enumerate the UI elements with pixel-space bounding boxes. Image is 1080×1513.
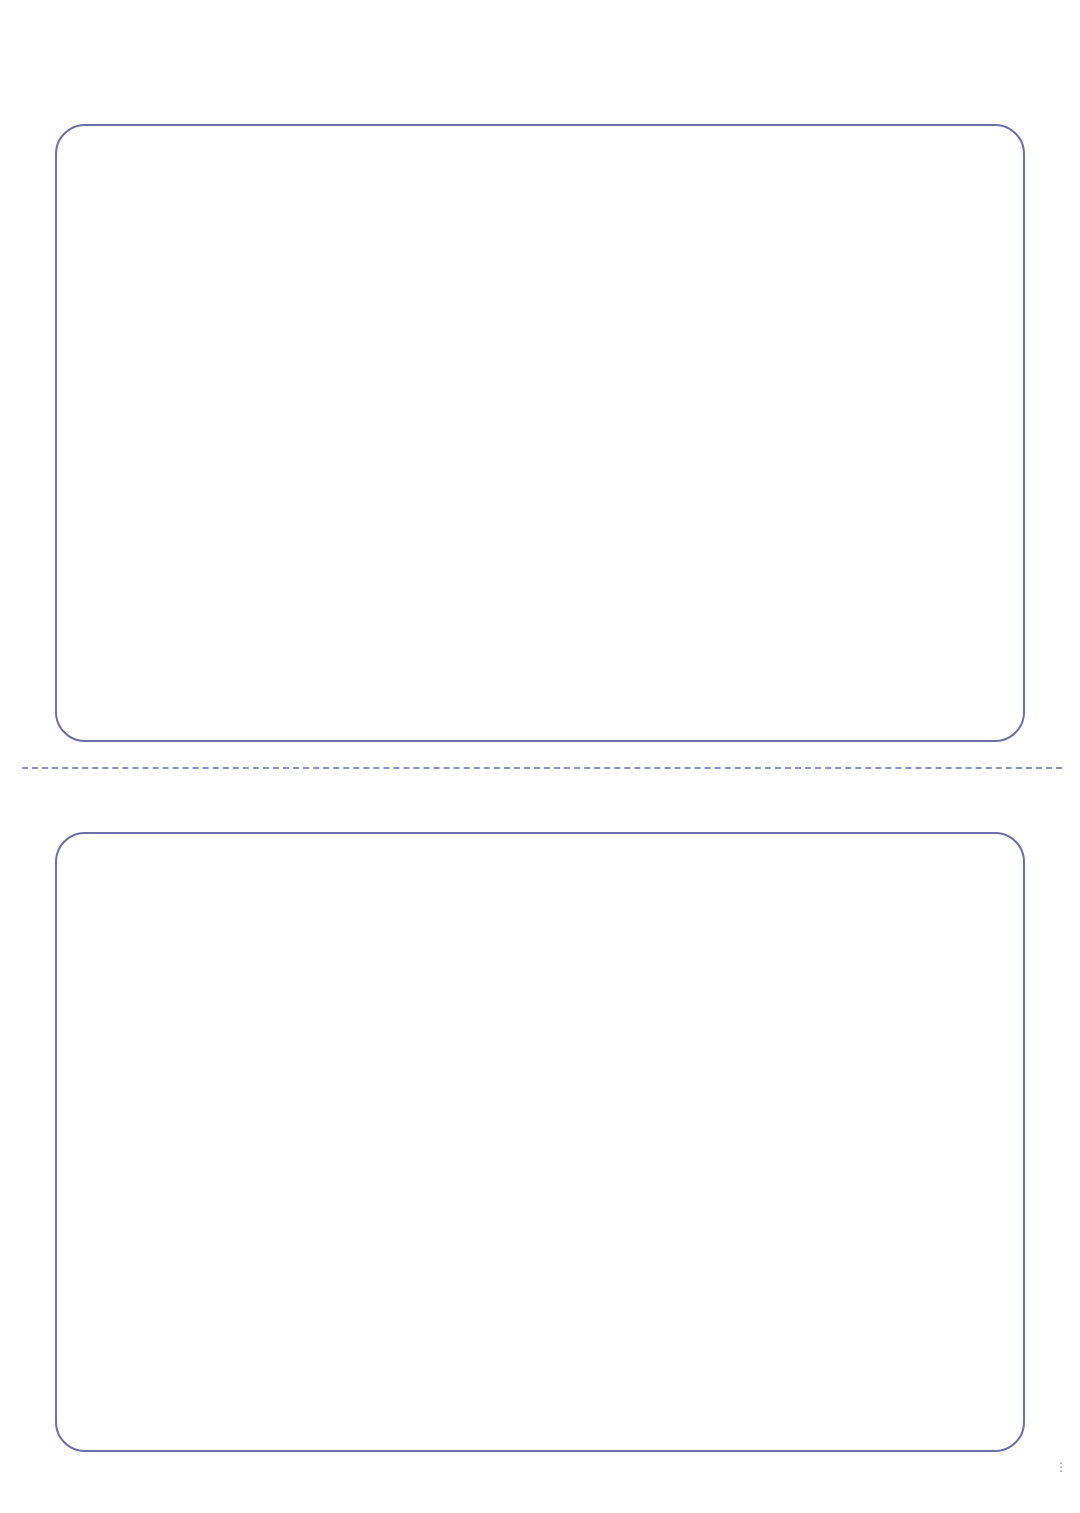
worksheet-card bbox=[55, 124, 1025, 742]
worksheet-card bbox=[55, 832, 1025, 1452]
dashed-separator bbox=[22, 767, 1062, 769]
corner-mark: ⋮ bbox=[1055, 1460, 1067, 1474]
